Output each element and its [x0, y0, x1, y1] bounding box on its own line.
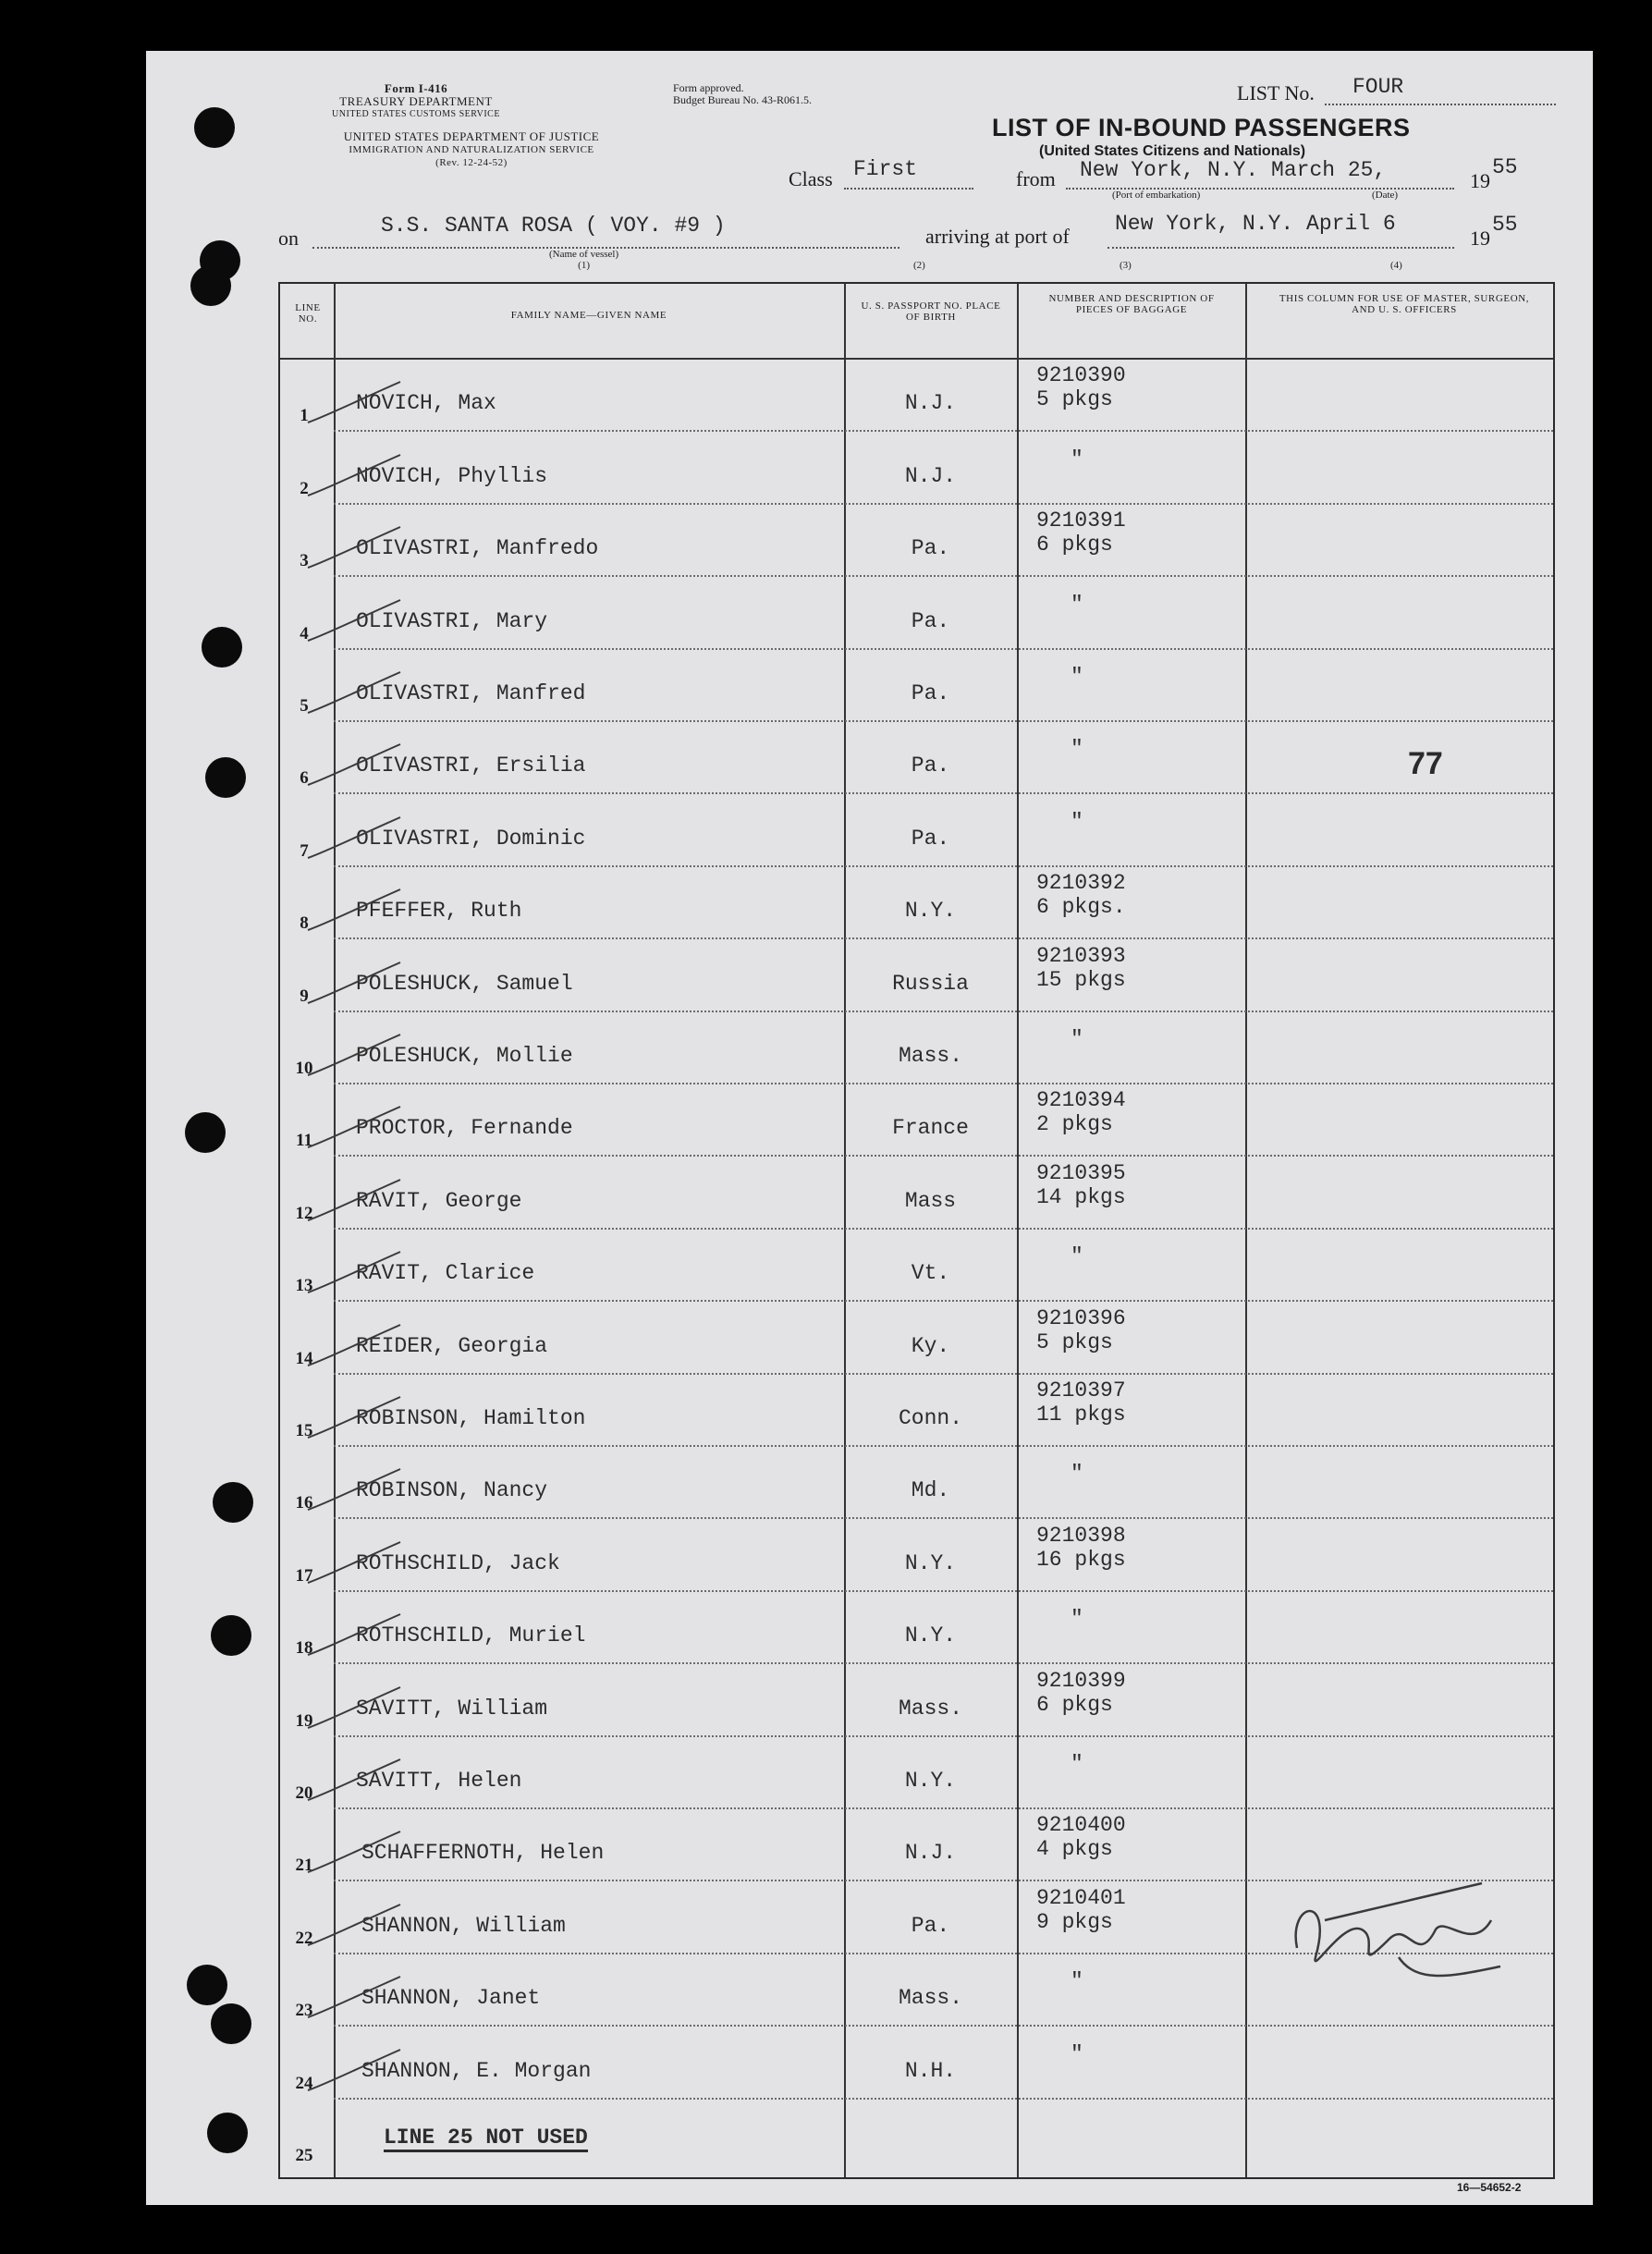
check-mark: [299, 2042, 410, 2098]
passenger-name: OLIVASTRI, Manfred: [356, 681, 586, 705]
baggage-number: 9210396: [1036, 1305, 1126, 1330]
check-mark: [299, 737, 410, 792]
form-ins: IMMIGRATION AND NATURALIZATION SERVICE: [349, 144, 594, 155]
line-number: 7: [300, 840, 309, 861]
place-of-birth: Pa.: [911, 826, 950, 851]
place-of-birth: Russia: [892, 971, 969, 996]
line-number: 5: [300, 696, 309, 716]
baggage-pieces: ": [1071, 665, 1083, 689]
line-number: 21: [295, 1856, 313, 1876]
passenger-name: SCHAFFERNOTH, Helen: [361, 1841, 605, 1866]
baggage-pieces: 6 pkgs: [1036, 533, 1113, 557]
passenger-name: REIDER, Georgia: [356, 1333, 548, 1358]
line-number: 4: [300, 623, 309, 643]
form-justice: UNITED STATES DEPARTMENT OF JUSTICE: [343, 129, 600, 143]
col-header-line: LINE NO.: [295, 302, 321, 325]
form-identity: [277, 82, 555, 121]
binder-hole: [207, 2113, 248, 2153]
place-of-birth: Ky.: [911, 1333, 950, 1358]
baggage-pieces: ": [1071, 1027, 1083, 1051]
baggage-number: 9210399: [1036, 1668, 1126, 1693]
baggage-pieces: ": [1071, 737, 1083, 762]
list-no-value: FOUR: [1352, 75, 1404, 99]
baggage-pieces: ": [1071, 1969, 1083, 1994]
place-of-birth: N.Y.: [904, 899, 957, 924]
passenger-name: NOVICH, Max: [356, 391, 496, 416]
baggage-pieces: 5 pkgs: [1036, 387, 1113, 412]
baggage-pieces: ": [1071, 447, 1083, 472]
line-number: 24: [295, 2073, 313, 2093]
baggage-number: 9210390: [1036, 363, 1126, 388]
baggage-number: 9210392: [1036, 871, 1126, 896]
from-year: 55: [1492, 155, 1518, 179]
baggage-number: 9210393: [1036, 943, 1126, 968]
place-of-birth: Pa.: [911, 536, 950, 561]
port-caption: (Port of embarkation): [1112, 190, 1201, 201]
passenger-table: [278, 282, 1555, 2179]
passenger-name: ROTHSCHILD, Jack: [356, 1550, 560, 1575]
check-mark: [299, 520, 410, 575]
check-mark: [299, 374, 410, 430]
place-of-birth: France: [892, 1116, 969, 1141]
check-mark: [299, 1897, 410, 1953]
caption-4: (4): [1390, 260, 1402, 271]
place-of-birth: N.J.: [904, 391, 957, 416]
passenger-name: ROBINSON, Hamilton: [356, 1406, 586, 1430]
check-mark: [299, 1244, 410, 1300]
vessel-name: S.S. SANTA ROSA ( VOY. #9 ): [381, 214, 726, 238]
line-number: 22: [295, 1928, 313, 1948]
date-caption: (Date): [1372, 190, 1399, 201]
passenger-name: OLIVASTRI, Manfredo: [356, 536, 599, 561]
check-mark: [299, 1462, 410, 1517]
passenger-name: SHANNON, William: [361, 1913, 566, 1938]
baggage-pieces: 15 pkgs: [1036, 967, 1126, 992]
baggage-pieces: 2 pkgs: [1036, 1112, 1113, 1137]
baggage-pieces: 16 pkgs: [1036, 1547, 1126, 1572]
baggage-number: 9210398: [1036, 1523, 1126, 1548]
line-number: 1: [300, 406, 309, 426]
class-label: Class: [789, 167, 833, 190]
arrival-year-prefix: 19: [1470, 227, 1490, 250]
passenger-name: SHANNON, E. Morgan: [361, 2058, 592, 2083]
list-no-label: LIST No.: [1237, 81, 1315, 104]
baggage-pieces: 6 pkgs.: [1036, 895, 1126, 920]
form-service: UNITED STATES CUSTOMS SERVICE: [332, 109, 500, 119]
arrival-year: 55: [1492, 213, 1518, 237]
check-mark: [299, 810, 410, 865]
binder-hole: [202, 627, 242, 668]
line-number: 18: [295, 1638, 313, 1659]
baggage-number: 9210400: [1036, 1813, 1126, 1838]
place-of-birth: Mass.: [898, 1986, 962, 2011]
binder-hole: [194, 107, 235, 148]
col-header-passport: U. S. PASSPORT NO. PLACE OF BIRTH: [861, 300, 1001, 323]
footer-code: 16—54652-2: [1457, 2181, 1522, 2194]
form-justice-block: [277, 130, 666, 169]
check-mark: [299, 1680, 410, 1735]
line-number: 9: [300, 986, 309, 1006]
on-label: on: [278, 227, 299, 250]
caption-2: (2): [913, 260, 925, 271]
document-title: LIST OF IN-BOUND PASSENGERS: [992, 114, 1411, 141]
baggage-number: 9210391: [1036, 508, 1126, 533]
binder-hole: [205, 757, 246, 798]
check-mark: [299, 665, 410, 720]
line-number: 14: [295, 1348, 313, 1368]
line-number: 8: [300, 913, 309, 934]
from-label: from: [1016, 167, 1056, 190]
binder-hole: [213, 1482, 253, 1523]
line-number: 2: [300, 478, 309, 498]
binder-hole: [211, 2003, 251, 2044]
baggage-pieces: ": [1071, 1752, 1083, 1776]
place-of-birth: N.J.: [904, 463, 957, 488]
passenger-name: ROTHSCHILD, Muriel: [356, 1623, 586, 1648]
check-mark: [299, 955, 410, 1011]
place-of-birth: Pa.: [911, 1913, 950, 1938]
place-of-birth: Pa.: [911, 681, 950, 705]
form-rev: (Rev. 12-24-52): [435, 157, 508, 168]
passenger-name: LINE 25 NOT USED: [384, 2125, 588, 2152]
place-of-birth: N.J.: [904, 1841, 957, 1866]
passenger-name: OLIVASTRI, Mary: [356, 608, 548, 633]
place-of-birth: N.H.: [904, 2058, 957, 2083]
form-approval: [673, 82, 812, 106]
check-mark: [299, 1027, 410, 1083]
officer-signature: [1260, 1865, 1537, 2003]
check-mark: [299, 1607, 410, 1662]
check-mark: [299, 1535, 410, 1590]
baggage-number: 9210394: [1036, 1088, 1126, 1113]
baggage-pieces: 6 pkgs: [1036, 1692, 1113, 1717]
place-of-birth: N.Y.: [904, 1550, 957, 1575]
passenger-name: PFEFFER, Ruth: [356, 899, 522, 924]
baggage-pieces: 5 pkgs: [1036, 1329, 1113, 1354]
form-approved: Form approved.: [673, 81, 744, 94]
binder-hole: [185, 1112, 226, 1153]
check-mark: [299, 1172, 410, 1228]
place-of-birth: N.Y.: [904, 1623, 957, 1648]
arriving-label: arriving at port of: [925, 225, 1070, 248]
line-number: 15: [295, 1421, 313, 1440]
col-header-baggage: NUMBER AND DESCRIPTION OF PIECES OF BAGGAGE: [1048, 293, 1215, 315]
place-of-birth: Pa.: [911, 608, 950, 633]
passenger-name: OLIVASTRI, Ersilia: [356, 753, 586, 778]
binder-hole: [190, 265, 231, 306]
check-mark: [299, 447, 410, 503]
form-budget: Budget Bureau No. 43-R061.5.: [673, 93, 812, 106]
check-mark: [299, 593, 410, 648]
baggage-pieces: 14 pkgs: [1036, 1184, 1126, 1209]
baggage-pieces: 4 pkgs: [1036, 1837, 1113, 1862]
vessel-caption: (Name of vessel) (1): [549, 249, 619, 271]
arrival-value: New York, N.Y. April 6: [1115, 212, 1396, 236]
line-number: 23: [295, 2001, 313, 2021]
check-mark: [299, 1824, 410, 1880]
line-number: 13: [295, 1276, 313, 1296]
passenger-name: PROCTOR, Fernande: [356, 1116, 573, 1141]
place-of-birth: Md.: [911, 1478, 950, 1503]
passenger-name: ROBINSON, Nancy: [356, 1478, 548, 1503]
line-number: 3: [300, 551, 309, 571]
check-mark: [299, 1752, 410, 1807]
baggage-pieces: ": [1071, 1607, 1083, 1632]
col-header-officers: THIS COLUMN FOR USE OF MASTER, SURGEON, AND U. S. OFFICERS: [1279, 293, 1530, 315]
line-number: 10: [295, 1059, 313, 1078]
baggage-pieces: ": [1071, 1244, 1083, 1269]
passenger-name: RAVIT, Clarice: [356, 1261, 535, 1286]
check-mark: [299, 1317, 410, 1373]
officer-count: 77: [1408, 746, 1443, 781]
passenger-name: SAVITT, Helen: [356, 1769, 522, 1793]
line-number: 19: [295, 1710, 313, 1731]
line-number: 25: [295, 2146, 313, 2165]
passenger-name: NOVICH, Phyllis: [356, 463, 548, 488]
place-of-birth: Pa.: [911, 753, 950, 778]
from-year-prefix: 19: [1470, 169, 1490, 192]
passenger-name: SAVITT, William: [356, 1696, 548, 1721]
baggage-pieces: 11 pkgs: [1036, 1403, 1126, 1427]
passenger-name: SHANNON, Janet: [361, 1986, 541, 2011]
document-page: [146, 51, 1593, 2205]
line-number: 6: [300, 768, 309, 789]
passenger-name: RAVIT, George: [356, 1188, 522, 1213]
form-dept: TREASURY DEPARTMENT: [339, 94, 493, 108]
check-mark: [299, 1099, 410, 1155]
baggage-pieces: ": [1071, 2041, 1083, 2066]
document-subtitle: (United States Citizens and Nationals): [1039, 143, 1306, 159]
baggage-pieces: 9 pkgs: [1036, 1909, 1113, 1934]
line-number: 20: [295, 1783, 313, 1803]
line-number: 16: [295, 1493, 313, 1513]
passenger-name: POLESHUCK, Samuel: [356, 971, 573, 996]
col-header-name: FAMILY NAME—GIVEN NAME: [510, 310, 667, 321]
passenger-name: OLIVASTRI, Dominic: [356, 826, 586, 851]
baggage-pieces: ": [1071, 1462, 1083, 1487]
class-value: First: [853, 157, 918, 181]
line-number: 12: [295, 1203, 313, 1223]
place-of-birth: Mass.: [898, 1696, 962, 1721]
line-number: 17: [295, 1565, 313, 1586]
line-number: 11: [296, 1131, 312, 1151]
binder-hole: [211, 1615, 251, 1656]
baggage-number: 9210395: [1036, 1160, 1126, 1185]
place-of-birth: Vt.: [911, 1261, 950, 1286]
baggage-number: 9210401: [1036, 1885, 1126, 1910]
baggage-pieces: ": [1071, 592, 1083, 617]
check-mark: [299, 1969, 410, 2025]
baggage-number: 9210397: [1036, 1378, 1126, 1403]
binder-hole: [187, 1965, 227, 2005]
caption-3: (3): [1120, 260, 1132, 271]
passenger-name: POLESHUCK, Mollie: [356, 1044, 573, 1068]
from-value: New York, N.Y. March 25,: [1080, 158, 1387, 182]
place-of-birth: N.Y.: [904, 1769, 957, 1793]
place-of-birth: Mass: [904, 1188, 957, 1213]
check-mark: [299, 1390, 410, 1445]
place-of-birth: Mass.: [898, 1044, 962, 1068]
baggage-pieces: ": [1071, 809, 1083, 834]
check-mark: [299, 882, 410, 937]
place-of-birth: Conn.: [898, 1406, 962, 1430]
form-number: Form I-416: [384, 81, 448, 95]
